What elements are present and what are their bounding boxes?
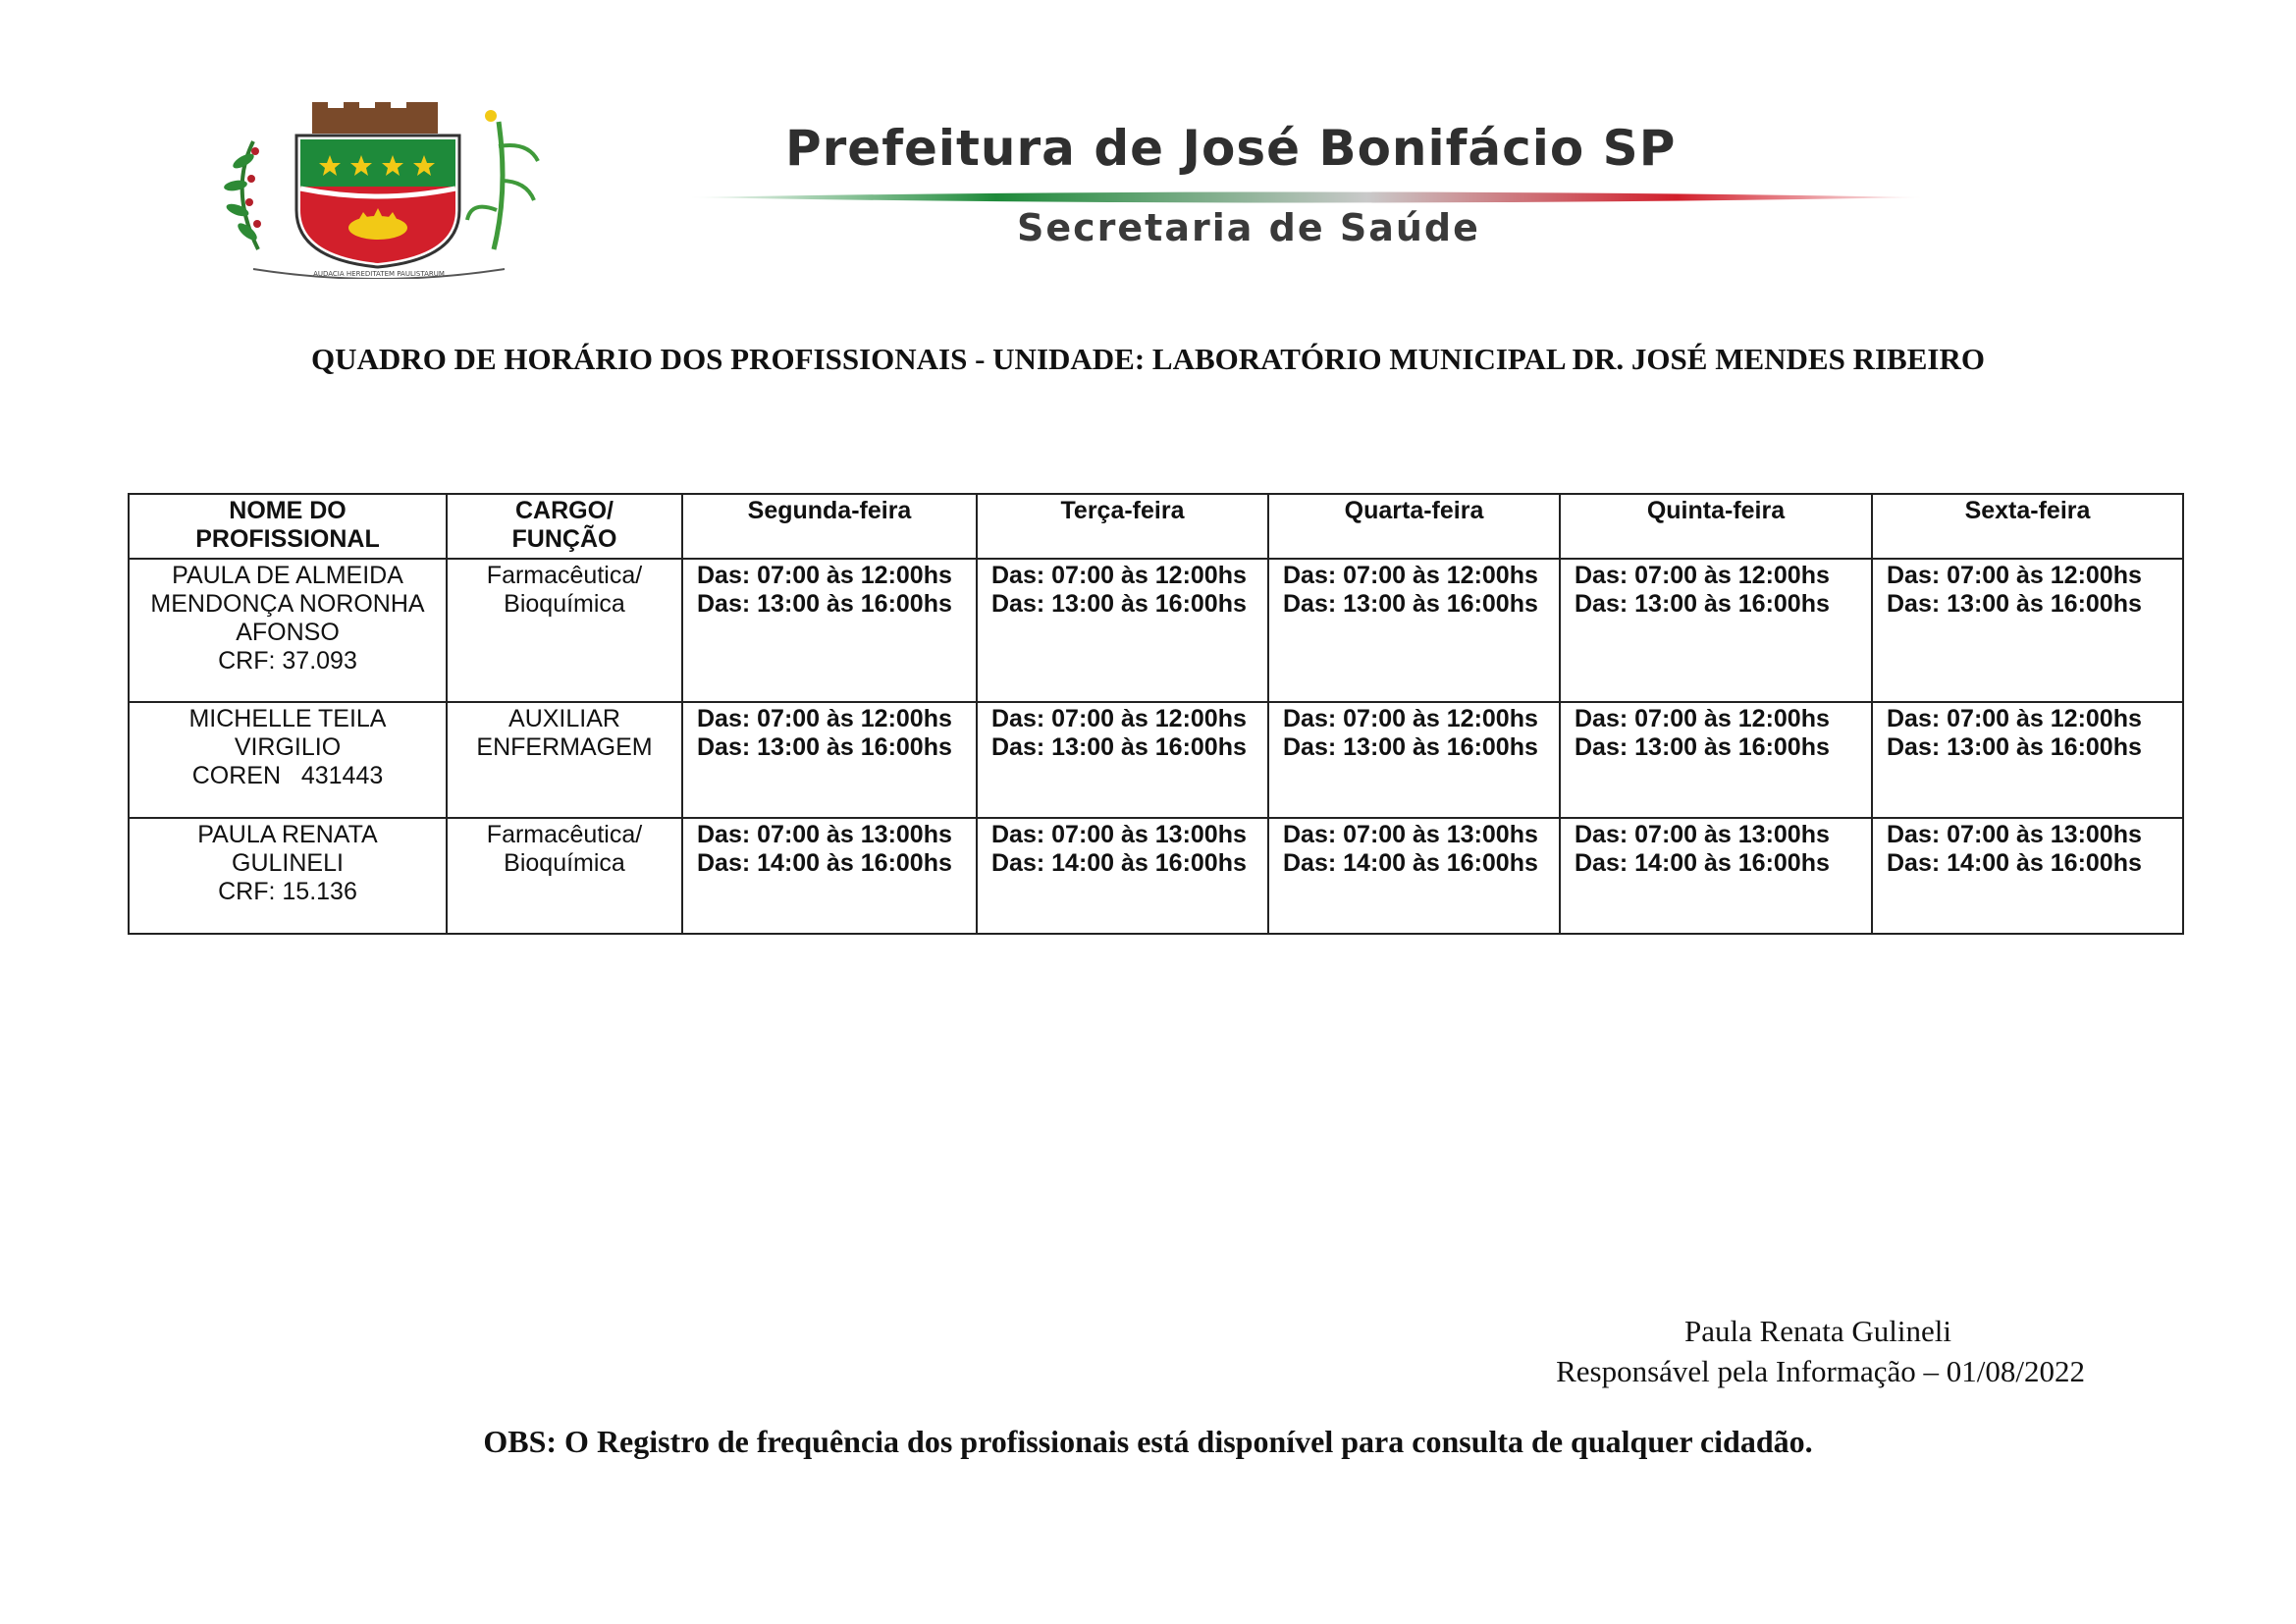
schedule-cell: Das: 07:00 às 12:00hs Das: 13:00 às 16:00hs — [1560, 702, 1872, 818]
header-day-monday: Segunda-feira — [682, 494, 977, 559]
professional-role: AUXILIAR ENFERMAGEM — [447, 702, 682, 818]
header-name: NOME DO PROFISSIONAL — [129, 494, 447, 559]
schedule-cell: Das: 07:00 às 12:00hs Das: 13:00 às 16:00hs — [1872, 559, 2183, 702]
svg-text:AUDACIA HEREDITATEM PAULISTARU: AUDACIA HEREDITATEM PAULISTARUM — [313, 270, 445, 278]
coat-of-arms-logo — [214, 102, 544, 279]
table-row — [129, 818, 2183, 934]
table-row — [129, 702, 2183, 818]
laurel-branch-icon — [223, 141, 261, 249]
schedule-cell: Das: 07:00 às 12:00hs Das: 13:00 às 16:00hs — [977, 559, 1268, 702]
header-banner — [687, 118, 1924, 265]
schedule-cell: Das: 07:00 às 12:00hs Das: 13:00 às 16:00hs — [682, 702, 977, 818]
table-header-row — [129, 494, 2183, 559]
schedule-cell: Das: 07:00 às 12:00hs Das: 13:00 às 16:00hs — [1268, 559, 1560, 702]
professional-name: PAULA DE ALMEIDA MENDONÇA NORONHA AFONSO CRF: 37.093 — [129, 559, 447, 702]
schedule-cell: Das: 07:00 às 12:00hs Das: 13:00 às 16:00hs — [1268, 702, 1560, 818]
document-title: QUADRO DE HORÁRIO DOS PROFISSIONAIS - UNIDADE: LABORATÓRIO MUNICIPAL DR. JOSÉ MENDES RIBEIRO — [311, 342, 1985, 376]
secretaria-subtitle: Secretaria de Saúde — [1017, 206, 1480, 249]
header-day-thursday: Quinta-feira — [1560, 494, 1872, 559]
prefeitura-title: Prefeitura de José Bonifácio SP — [785, 120, 1677, 177]
schedule-cell: Das: 07:00 às 12:00hs Das: 13:00 às 16:00hs — [977, 702, 1268, 818]
table-row — [129, 559, 2183, 702]
signature-name: Paula Renata Gulineli — [1683, 1314, 1951, 1348]
schedule-cell: Das: 07:00 às 12:00hs Das: 13:00 às 16:00hs — [1560, 559, 1872, 702]
schedule-cell: Das: 07:00 às 13:00hs Das: 14:00 às 16:00hs — [1872, 818, 2183, 934]
schedule-cell: Das: 07:00 às 12:00hs Das: 13:00 às 16:00hs — [682, 559, 977, 702]
schedule-cell: Das: 07:00 às 13:00hs Das: 14:00 às 16:00hs — [682, 818, 977, 934]
schedule-cell: Das: 07:00 às 12:00hs Das: 13:00 às 16:00hs — [1872, 702, 2183, 818]
professional-role: Farmacêutica/ Bioquímica — [447, 818, 682, 934]
banner-swoosh — [687, 187, 1924, 208]
header-day-tuesday: Terça-feira — [977, 494, 1268, 559]
professional-name: MICHELLE TEILA VIRGILIO COREN 431443 — [129, 702, 447, 818]
header-role: CARGO/ FUNÇÃO — [447, 494, 682, 559]
signature-responsible: Responsável pela Informação – 01/08/2022 — [1556, 1354, 2085, 1388]
signature-block — [1556, 1311, 2085, 1391]
header-day-friday: Sexta-feira — [1872, 494, 2183, 559]
professional-name: PAULA RENATA GULINELI CRF: 15.136 — [129, 818, 447, 934]
header-day-wednesday: Quarta-feira — [1268, 494, 1560, 559]
sugar-cane-icon — [467, 110, 538, 249]
professional-role: Farmacêutica/ Bioquímica — [447, 559, 682, 702]
schedule-cell: Das: 07:00 às 13:00hs Das: 14:00 às 16:00hs — [1560, 818, 1872, 934]
observation-note: OBS: O Registro de frequência dos profissionais está disponível para consulta de qualquer cidadão. — [483, 1424, 1813, 1459]
schedule-cell: Das: 07:00 às 13:00hs Das: 14:00 às 16:00hs — [977, 818, 1268, 934]
schedule-table — [128, 493, 2184, 935]
schedule-cell: Das: 07:00 às 13:00hs Das: 14:00 às 16:00hs — [1268, 818, 1560, 934]
